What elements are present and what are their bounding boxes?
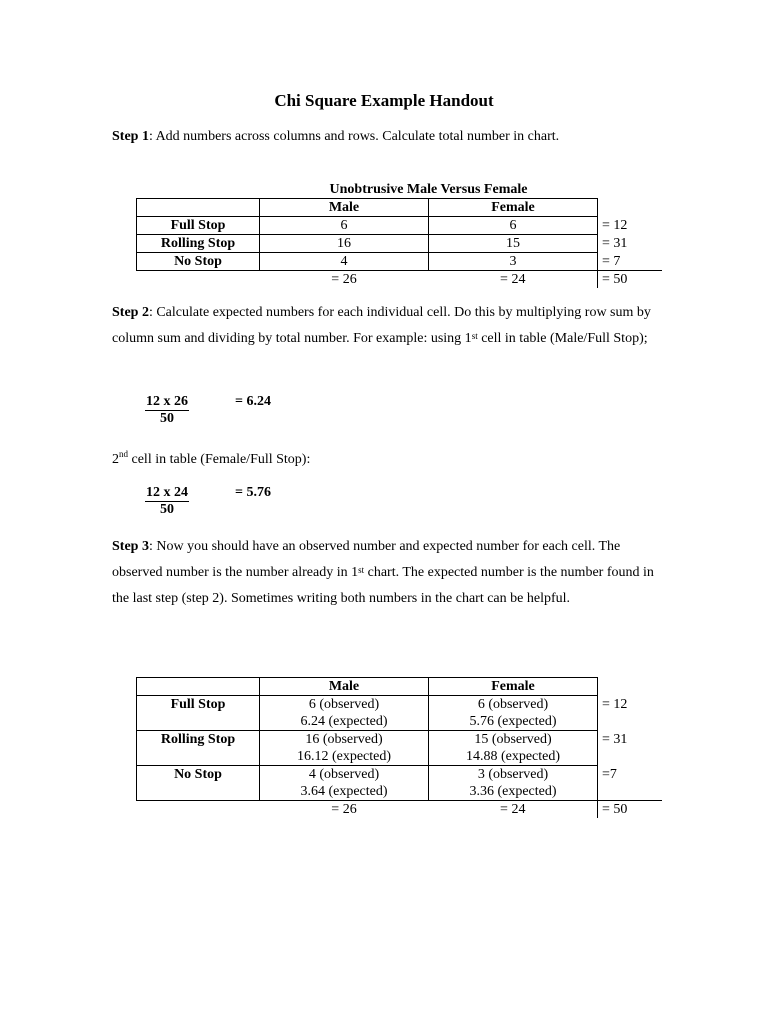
- calc2-fraction: [140, 485, 194, 518]
- cell-female: 6: [429, 217, 598, 235]
- table1-col-female: Female: [429, 199, 598, 217]
- table-row: [137, 696, 663, 731]
- calc2-denominator: 50: [160, 502, 174, 517]
- table2-totals-row: [137, 801, 663, 819]
- row-sum: = 7: [602, 253, 621, 269]
- cell-male: 16: [260, 235, 429, 253]
- col-total-male: = 26: [331, 802, 357, 817]
- col-total-male: = 26: [331, 272, 357, 287]
- calc2-numerator: 12 x 24: [146, 485, 188, 500]
- row-label: Rolling Stop: [137, 235, 260, 253]
- table-row: [137, 731, 663, 766]
- row-label: Full Stop: [137, 217, 260, 235]
- expected-value: 3.36 (expected): [469, 784, 557, 799]
- cell-male: 6: [260, 217, 429, 235]
- table2-col-female: Female: [429, 678, 598, 696]
- observed-value: 15 (observed): [474, 732, 552, 747]
- table2: [136, 677, 662, 818]
- calc1-result: = 6.24: [235, 394, 271, 409]
- table2-col-male: Male: [260, 678, 429, 696]
- table2-header-row: [137, 678, 663, 696]
- cell-female: [429, 731, 598, 766]
- cell-female: [429, 696, 598, 731]
- observed-value: 4 (observed): [308, 767, 380, 782]
- row-label: Full Stop: [137, 696, 260, 731]
- col-total-female: = 24: [500, 272, 526, 287]
- cell2-sup: nd: [119, 449, 128, 459]
- table-row: [137, 253, 663, 271]
- cell2-prefix: 2: [112, 452, 119, 467]
- calc1-numerator: 12 x 26: [146, 394, 188, 409]
- col-total-female: = 24: [500, 802, 526, 817]
- step2-label: Step 2: [112, 305, 149, 320]
- step3-sup: st: [358, 565, 365, 575]
- observed-value: 6 (observed): [477, 697, 549, 712]
- calc2-result: = 5.76: [235, 485, 271, 500]
- cell2-line: [112, 449, 311, 468]
- table-row: [137, 766, 663, 801]
- step3-text-a: : Now you should have an observed number and expected number for each cell. The observed number is the number already in 1: [112, 539, 621, 580]
- observed-value: 16 (observed): [305, 732, 383, 747]
- step2-text-b: cell in table (Male/Full Stop);: [477, 331, 648, 346]
- calc1-denominator: 50: [160, 411, 174, 426]
- table1-caption: Unobtrusive Male Versus Female: [329, 182, 528, 197]
- cell2-text: cell in table (Female/Full Stop):: [128, 452, 311, 467]
- step3-text-b: chart. The expected number is the number found in the last step (step 2). Sometimes writing both numbers in the chart can be helpful.: [112, 565, 654, 606]
- cell-female: [429, 766, 598, 801]
- table1-corner: [137, 199, 260, 217]
- row-sum: = 12: [602, 218, 628, 233]
- row-sum: =7: [602, 766, 617, 782]
- cell-male: [260, 696, 429, 731]
- calc1-fraction: [140, 394, 194, 427]
- grand-total: = 50: [598, 801, 663, 819]
- expected-value: 3.64 (expected): [300, 784, 388, 799]
- row-sum: = 31: [602, 731, 628, 747]
- observed-value: 6 (observed): [308, 697, 380, 712]
- table1-totals-row: [137, 271, 663, 289]
- step2-paragraph: [112, 300, 657, 352]
- table-row: [137, 235, 663, 253]
- row-sum: = 31: [602, 236, 628, 251]
- cell-female: 3: [429, 253, 598, 271]
- cell-female: 15: [429, 235, 598, 253]
- table2-corner: [137, 678, 260, 696]
- step2-text-a: : Calculate expected numbers for each individual cell. Do this by multiplying row sum by column sum and dividing by total number. For example: using 1: [112, 305, 651, 346]
- row-label: Rolling Stop: [137, 731, 260, 766]
- step3-label: Step 3: [112, 539, 149, 554]
- row-label: No Stop: [137, 766, 260, 801]
- grand-total: = 50: [598, 271, 663, 289]
- step1-label: Step 1: [112, 129, 149, 144]
- cell-male: 4: [260, 253, 429, 271]
- expected-value: 16.12 (expected): [296, 749, 392, 764]
- expected-value: 14.88 (expected): [465, 749, 561, 764]
- cell-male: [260, 731, 429, 766]
- table1-header-row: [137, 199, 663, 217]
- step1-text: : Add numbers across columns and rows. Calculate total number in chart.: [148, 129, 560, 144]
- expected-value: 5.76 (expected): [469, 714, 557, 729]
- row-sum: = 12: [602, 696, 628, 712]
- observed-value: 3 (observed): [477, 767, 549, 782]
- cell-male: [260, 766, 429, 801]
- step2-sup: st: [471, 331, 478, 341]
- table-row: [137, 217, 663, 235]
- step3-paragraph: [112, 534, 657, 612]
- expected-value: 6.24 (expected): [300, 714, 388, 729]
- step1-paragraph: [112, 124, 657, 150]
- row-label: No Stop: [137, 253, 260, 271]
- table1-col-male: Male: [260, 199, 429, 217]
- page-title: Chi Square Example Handout: [274, 91, 494, 110]
- table1: [136, 181, 662, 288]
